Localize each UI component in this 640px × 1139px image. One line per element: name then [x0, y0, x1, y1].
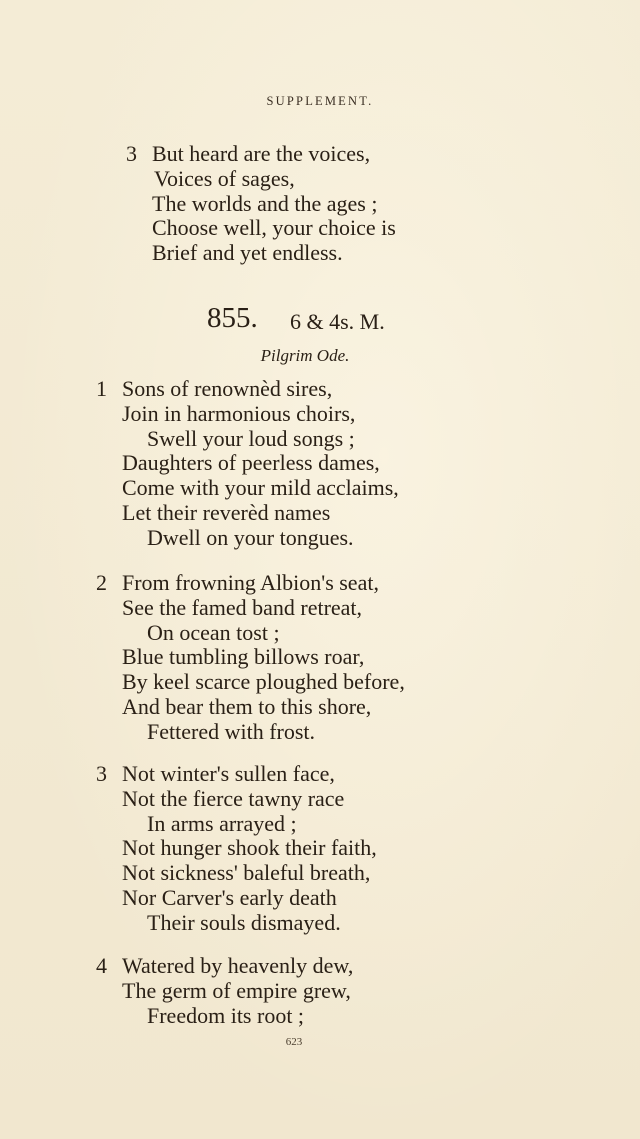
- page-number: 623: [285, 1036, 303, 1048]
- verse-line: From frowning Albion's seat,: [122, 570, 379, 595]
- verse-line: And bear them to this shore,: [122, 693, 372, 719]
- stanza-3: [96, 761, 377, 936]
- verse-line: Freedom its root ;: [147, 1002, 305, 1028]
- verse-line: Not sickness' baleful breath,: [122, 860, 371, 886]
- verse-line: Join in harmonious choirs,: [122, 400, 356, 426]
- verse-line: Not the fierce tawny race: [122, 785, 345, 811]
- verse-line: Dwell on your tongues.: [147, 524, 354, 550]
- verse-line: The worlds and the ages ;: [152, 190, 378, 216]
- stanza-number: 3: [96, 761, 107, 786]
- stanza-4: [96, 953, 354, 1028]
- running-head: SUPPLEMENT.: [266, 94, 374, 108]
- verse-line: In arms arrayed ;: [147, 810, 297, 836]
- verse-line: Nor Carver's early death: [122, 884, 337, 910]
- verse-line: Their souls dismayed.: [147, 909, 341, 935]
- stanza-number: 2: [96, 570, 107, 595]
- verse-line: Swell your loud songs ;: [147, 425, 355, 451]
- stanza-2: [96, 570, 405, 745]
- hymn-meter: 6 & 4s. M.: [290, 309, 385, 334]
- verse-line: Watered by heavenly dew,: [122, 953, 354, 978]
- verse-line: Not winter's sullen face,: [122, 761, 335, 786]
- stanza-number: 4: [96, 953, 107, 978]
- hymn-number: 855.: [207, 302, 258, 334]
- stanza-number: 1: [96, 376, 107, 401]
- verse-line: Sons of renownèd sires,: [122, 376, 333, 401]
- verse-line: Let their reverèd names: [122, 499, 331, 525]
- verse-line: Come with your mild acclaims,: [122, 475, 399, 501]
- verse-line: But heard are the voices,: [152, 141, 371, 166]
- prev-hymn-stanza: [126, 141, 396, 266]
- verse-line: The germ of empire grew,: [122, 977, 351, 1003]
- verse-line: By keel scarce ploughed before,: [122, 669, 405, 695]
- hymn-title: Pilgrim Ode.: [260, 346, 350, 365]
- stanza-number: 3: [126, 141, 137, 166]
- verse-line: Not hunger shook their faith,: [122, 835, 377, 861]
- verse-line: Voices of sages,: [154, 165, 295, 191]
- verse-line: See the famed band retreat,: [122, 594, 363, 620]
- verse-line: Fettered with frost.: [147, 718, 316, 744]
- stanza-1: [96, 376, 399, 551]
- verse-line: Choose well, your choice is: [152, 215, 396, 241]
- verse-line: Brief and yet endless.: [152, 240, 343, 266]
- verse-line: Blue tumbling billows roar,: [122, 644, 365, 670]
- verse-line: On ocean tost ;: [147, 619, 280, 645]
- verse-line: Daughters of peerless dames,: [122, 450, 380, 476]
